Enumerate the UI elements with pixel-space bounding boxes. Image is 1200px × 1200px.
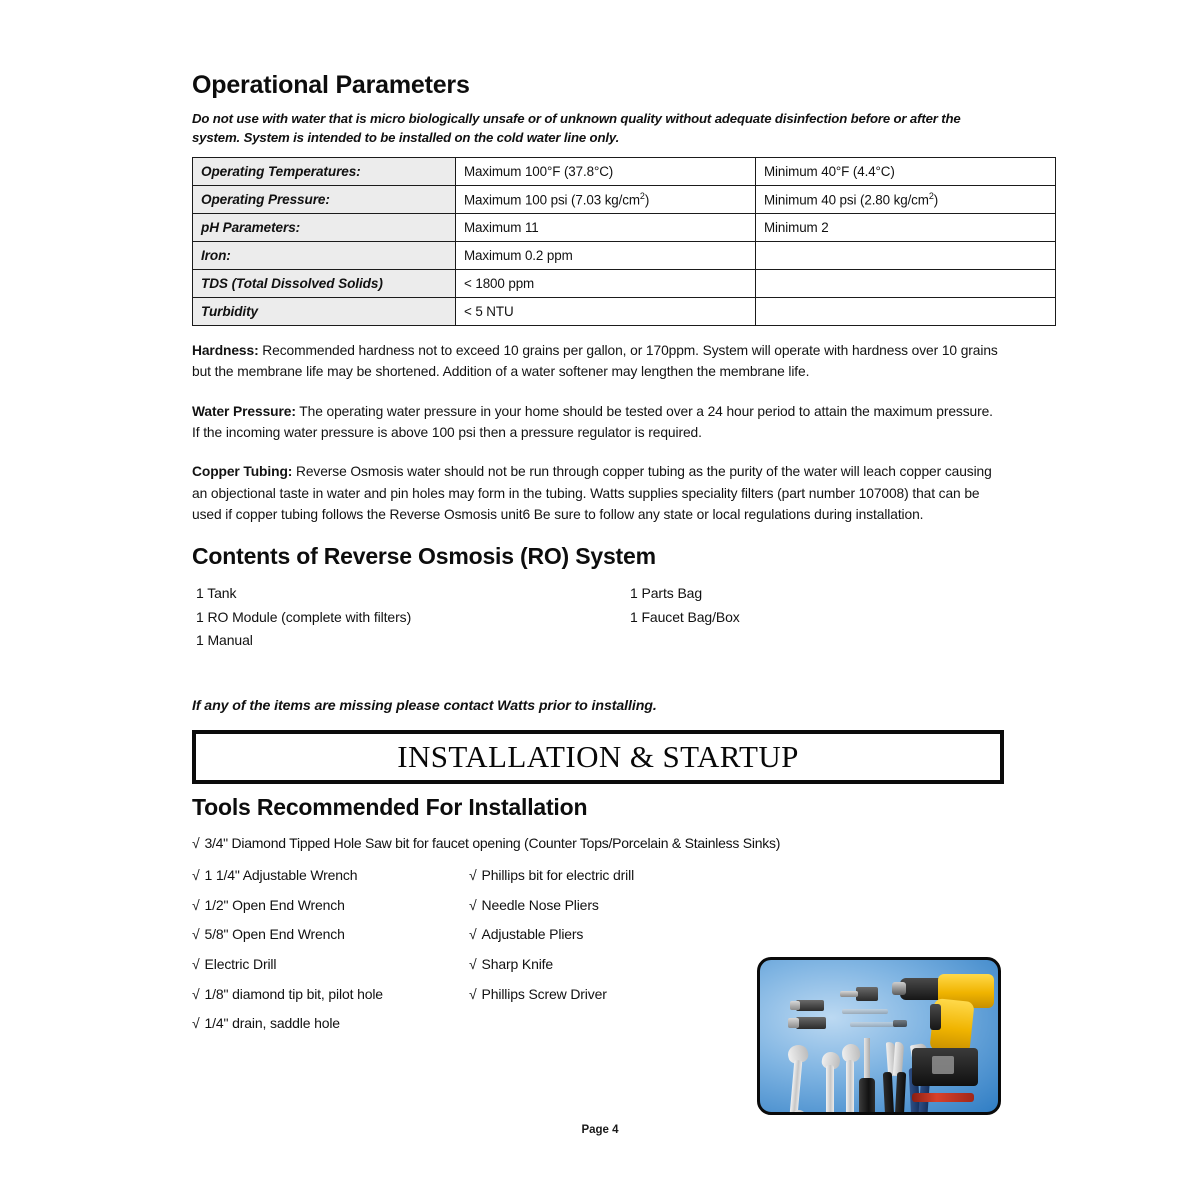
wrench-icon (846, 1060, 854, 1115)
hardness-paragraph (192, 340, 1004, 383)
drill-bit-icon (796, 1000, 824, 1011)
table-row (193, 241, 1056, 269)
page-footer (0, 1124, 1200, 1136)
param-max-cell: < 5 NTU (456, 297, 756, 325)
list-item-label: 1/8" diamond tip bit, pilot hole (204, 985, 383, 1002)
table-row (193, 157, 1056, 185)
list-item (192, 920, 469, 950)
check-icon: √ (469, 956, 477, 973)
utility-knife-icon (912, 1093, 974, 1102)
wrench-icon (792, 1110, 806, 1115)
copper-tubing-paragraph (192, 461, 1004, 525)
copper-tubing-label: Copper Tubing: (192, 464, 293, 480)
safety-warning-note: Do not use with water that is micro biologically unsafe or of unknown quality without adequate disinfection before or after the system. System is intended to be installed on the cold water line only. (192, 110, 961, 145)
table-row (193, 185, 1056, 213)
list-item (192, 1009, 469, 1039)
check-icon: √ (192, 834, 200, 851)
contents-column-left (196, 582, 630, 651)
param-max-cell: Maximum 100°F (37.8°C) (456, 157, 756, 185)
tools-heading: Tools Recommended For Installation (192, 793, 588, 820)
long-bit-icon (850, 1022, 898, 1027)
drill-chuck-icon (892, 982, 906, 995)
list-item (192, 861, 469, 891)
wrench-icon (826, 1065, 834, 1115)
list-item-label: 5/8" Open End Wrench (204, 926, 345, 943)
list-item (192, 950, 469, 980)
check-icon: √ (469, 896, 477, 913)
list-item (469, 891, 749, 921)
param-min-cell: Minimum 40°F (4.4°C) (756, 157, 1056, 185)
param-max-cell: < 1800 ppm (456, 269, 756, 297)
cordless-drill-icon (930, 1004, 941, 1030)
table-row (193, 297, 1056, 325)
param-min-cell: Minimum 40 psi (2.80 $kg/cm^2$) (756, 185, 1056, 213)
tools-column-right (469, 861, 749, 1039)
hardness-label: Hardness: (192, 342, 259, 358)
list-item-label: Adjustable Pliers (481, 926, 584, 943)
param-max-cell: Maximum 11 (456, 213, 756, 241)
installation-startup-banner (192, 730, 1004, 784)
list-item (469, 980, 749, 1010)
check-icon: √ (192, 985, 200, 1002)
banner-title: INSTALLATION & STARTUP (397, 738, 799, 774)
table-row (193, 213, 1056, 241)
param-min-cell (756, 297, 1056, 325)
contents-heading: Contents of Reverse Osmosis (RO) System (192, 543, 656, 570)
list-item: 1 Parts Bag (630, 585, 703, 602)
param-min-cell: Minimum 2 (756, 213, 1056, 241)
check-icon: √ (192, 926, 200, 943)
list-item-label: 1/2" Open End Wrench (204, 896, 345, 913)
drill-battery-icon (932, 1056, 954, 1074)
drill-bit-icon (788, 1018, 799, 1028)
water-pressure-label: Water Pressure: (192, 403, 296, 419)
contents-list (196, 582, 1004, 651)
check-icon: √ (469, 985, 477, 1002)
list-item-label: Phillips Screw Driver (481, 985, 607, 1002)
copper-tubing-text: Reverse Osmosis water should not be run through copper tubing as the purity of the water will leach copper causing an objectional taste in water and pin holes may form in the tubing. Watts supplies speciality filters (part number 107008) that can be used if copper tubing follows the Reverse Osmosis unit6 Be sure to follow any state or local regulations during installation. (192, 464, 992, 523)
contents-column-right (630, 582, 740, 651)
list-item (469, 920, 749, 950)
param-name-cell: TDS (Total Dissolved Solids) (193, 269, 456, 297)
check-icon: √ (192, 1015, 200, 1032)
water-pressure-paragraph (192, 401, 1004, 444)
hole-saw-bit-icon (856, 987, 878, 1001)
param-name-cell: Turbidity (193, 297, 456, 325)
needle-nose-pliers-icon (895, 1072, 906, 1115)
param-max-cell: Maximum 0.2 ppm (456, 241, 756, 269)
check-icon: √ (192, 896, 200, 913)
drill-bit-icon (796, 1017, 826, 1029)
check-icon: √ (469, 926, 477, 943)
list-item-label: Sharp Knife (481, 956, 554, 973)
page-number: Page 4 (581, 1124, 619, 1136)
list-item (469, 861, 749, 891)
list-item: 1 RO Module (complete with filters) (196, 608, 412, 625)
param-max-cell: Maximum 100 psi (7.03 $kg/cm^2$) (456, 185, 756, 213)
tools-column-left (192, 861, 469, 1039)
operational-parameters-table (192, 157, 1056, 326)
list-item: 1 Manual (196, 631, 253, 648)
long-bit-icon (842, 1009, 888, 1014)
param-name-cell: Operating Pressure: (193, 185, 456, 213)
drill-bit-icon (790, 1001, 800, 1010)
list-item-label: Needle Nose Pliers (481, 896, 599, 913)
param-min-cell (756, 241, 1056, 269)
param-name-cell: Iron: (193, 241, 456, 269)
screwdriver-icon (859, 1078, 875, 1115)
check-icon: √ (192, 956, 200, 973)
list-item-label: Electric Drill (204, 956, 277, 973)
param-name-cell: Operating Temperatures: (193, 157, 456, 185)
list-item-label: Phillips bit for electric drill (481, 867, 635, 884)
table-row (193, 269, 1056, 297)
tools-wide-item-label: 3/4" Diamond Tipped Hole Saw bit for faucet opening (Counter Tops/Porcelain & Stainless Sinks) (204, 834, 781, 851)
list-item-label: 1/4" drain, saddle hole (204, 1015, 340, 1032)
hole-saw-bit-icon (840, 991, 858, 997)
screwdriver-icon (864, 1038, 870, 1080)
list-item-label: 1 1/4" Adjustable Wrench (204, 867, 358, 884)
long-bit-icon (893, 1020, 907, 1027)
page-content (192, 72, 1004, 1039)
list-item: 1 Faucet Bag/Box (630, 608, 740, 625)
list-item (469, 950, 749, 980)
check-icon: √ (469, 867, 477, 884)
wrench-icon (790, 1060, 803, 1115)
param-min-cell (756, 269, 1056, 297)
param-name-cell: pH Parameters: (193, 213, 456, 241)
needle-nose-pliers-icon (883, 1072, 894, 1115)
list-item (192, 891, 469, 921)
water-pressure-text: The operating water pressure in your home should be tested over a 24 hour period to attain the maximum pressure. If the incoming water pressure is above 100 psi then a pressure regulator is required. (192, 403, 993, 440)
operational-parameters-heading: Operational Parameters (192, 71, 470, 99)
missing-items-note: If any of the items are missing please contact Watts prior to installing. (192, 697, 657, 714)
tool-kit-photo (757, 957, 1001, 1115)
hardness-text: Recommended hardness not to exceed 10 grains per gallon, or 170ppm. System will operate with hardness over 10 grains but the membrane life may be shortened. Addition of a water softener may lengthen the membrane life. (192, 342, 998, 380)
list-item: 1 Tank (196, 585, 237, 602)
check-icon: √ (192, 867, 200, 884)
list-item (192, 980, 469, 1010)
tools-wide-item (192, 832, 1004, 854)
